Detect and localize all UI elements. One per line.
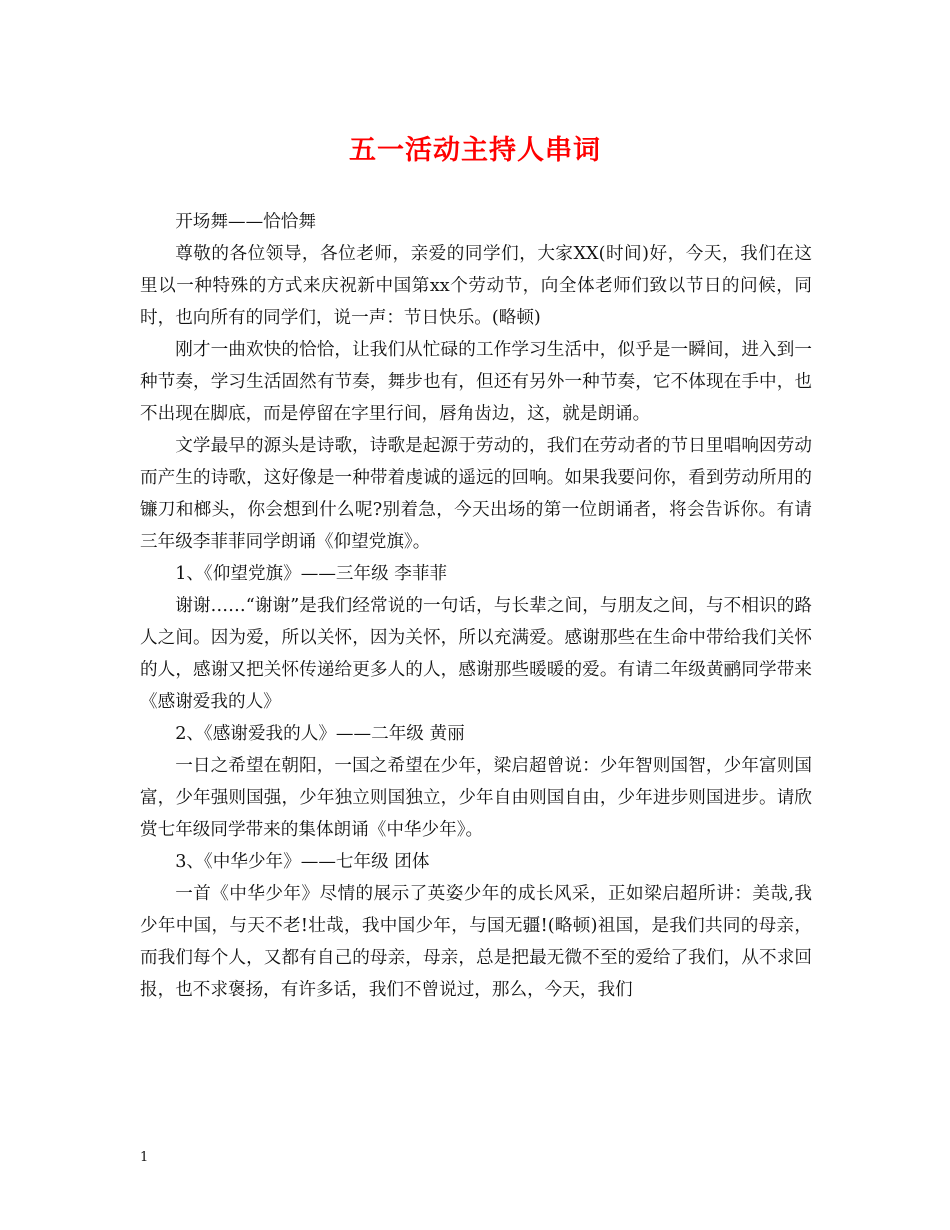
paragraph-rhythm: 刚才一曲欢快的恰恰，让我们从忙碌的工作学习生活中，似乎是一瞬间，进入到一种节奏，学习生活固然有节奏，舞步也有，但还有另外一种节奏，它不体现在手中，也不出现在脚底，而是停留在字里行间，唇角齿边，这，就是朗诵。	[140, 340, 812, 424]
paragraph-opening-dance: 开场舞——恰恰舞	[175, 212, 316, 232]
paragraph-poetry-origin: 文学最早的源头是诗歌，诗歌是起源于劳动的，我们在劳动者的节日里唱响因劳动而产生的诗歌，这好像是一种带着虔诚的遥远的回响。如果我要问你，看到劳动所用的镰刀和榔头，你会想到什么呢?别着急，今天出场的第一位朗诵者，将会告诉你。有请三年级李菲菲同学朗诵《仰望党旗》。	[140, 436, 812, 552]
paragraph-thanks: 谢谢……“谢谢”是我们经常说的一句话，与长辈之间，与朋友之间，与不相识的路人之间。因为爱，所以关怀，因为关怀，所以充满爱。感谢那些在生命中带给我们关怀的人，感谢又把关怀传递给更多人的人，感谢那些暖暖的爱。有请二年级黄鹂同学带来《感谢爱我的人》	[140, 596, 812, 712]
paragraph-mother: 一首《中华少年》尽情的展示了英姿少年的成长风采，正如梁启超所讲：美哉,我少年中国，与天不老!壮哉，我中国少年，与国无疆!(略顿)祖国，是我们共同的母亲，而我们每个人，又都有自己的母亲，母亲，总是把最无微不至的爱给了我们，从不求回报，也不求褒扬，有许多话，我们不曾说过，那么，今天，我们	[140, 884, 812, 1000]
document-title: 五一活动主持人串词	[349, 135, 601, 166]
paragraph-greeting: 尊敬的各位领导，各位老师，亲爱的同学们，大家XX(时间)好，今天，我们在这里以一种特殊的方式来庆祝新中国第xx个劳动节，向全体老师们致以节日的问候，同时，也向所有的同学们，说一声：节日快乐。(略顿)	[140, 244, 812, 328]
page-number: 1	[140, 1150, 149, 1165]
program-item-3: 3、《中华少年》——七年级 团体	[175, 852, 430, 872]
document-body	[140, 206, 812, 1006]
program-item-1: 1、《仰望党旗》——三年级 李菲菲	[175, 564, 448, 584]
paragraph-youth-hope: 一日之希望在朝阳，一国之希望在少年，梁启超曾说：少年智则国智，少年富则国富，少年强则国强，少年独立则国独立，少年自由则国自由，少年进步则国进步。请欣赏七年级同学带来的集体朗诵《中华少年》。	[140, 756, 812, 840]
program-item-2: 2、《感谢爱我的人》——二年级 黄丽	[175, 724, 465, 744]
